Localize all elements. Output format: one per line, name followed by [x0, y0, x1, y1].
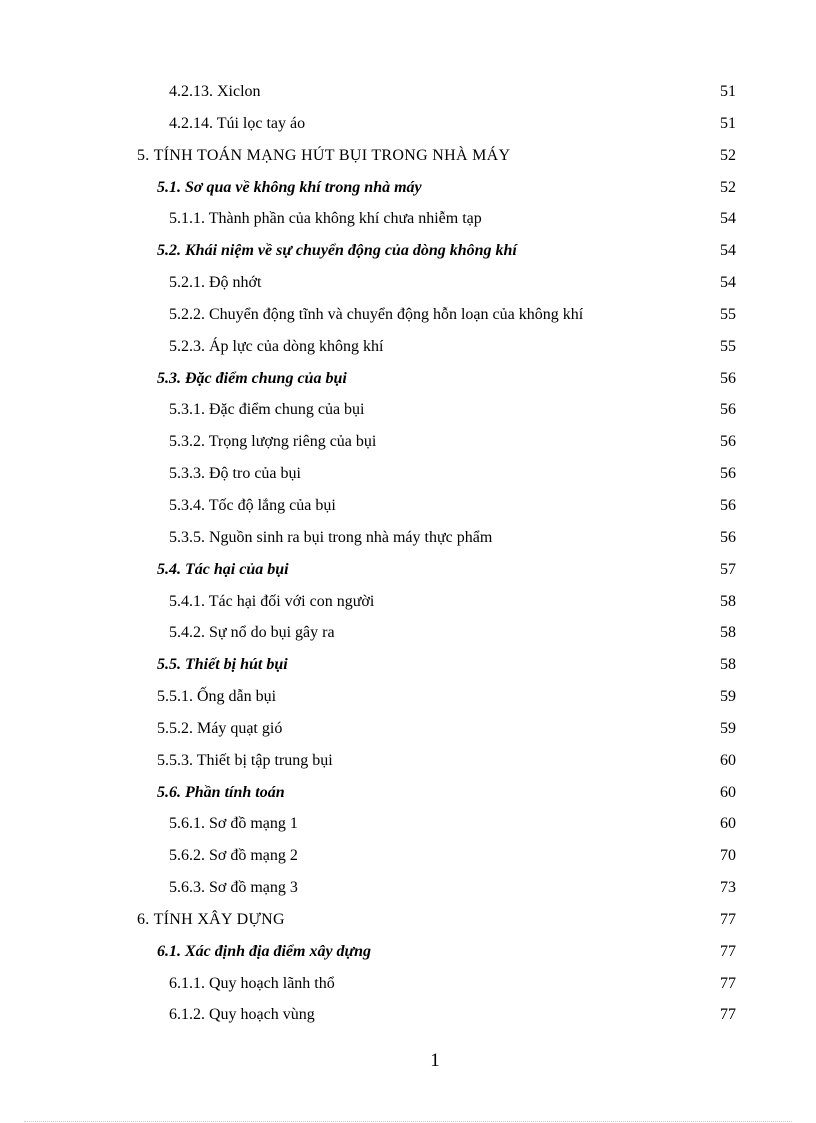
toc-entry — [0, 203, 816, 235]
toc-entry-title: 5.4.2. Sự nổ do bụi gây ra — [169, 624, 335, 642]
toc-entry-title: 5.2. Khái niệm về sự chuyển động của dòng không khí — [157, 242, 517, 260]
toc-entry-page: 58 — [720, 624, 736, 642]
toc-entry — [0, 426, 816, 458]
toc-entry — [0, 840, 816, 872]
toc-entry-page: 54 — [720, 242, 736, 260]
toc-entry-title: 6. TÍNH XÂY DỰNG — [137, 910, 285, 928]
toc-entry-page: 52 — [720, 146, 736, 164]
toc-entry-title: 5.6.1. Sơ đồ mạng 1 — [169, 815, 298, 833]
toc-entry-title: 5.4.1. Tác hại đối với con người — [169, 592, 375, 610]
page-number: 1 — [430, 1050, 440, 1071]
table-of-contents — [0, 76, 816, 1031]
toc-entry-page: 57 — [720, 560, 736, 578]
toc-entry — [0, 808, 816, 840]
toc-entry-page: 77 — [720, 910, 736, 928]
toc-entry-title: 5.3. Đặc điểm chung của bụi — [157, 369, 347, 387]
toc-entry-page: 56 — [720, 496, 736, 514]
toc-entry — [0, 363, 816, 395]
toc-entry-page: 56 — [720, 433, 736, 451]
toc-entry-page: 70 — [720, 847, 736, 865]
toc-entry-page: 60 — [720, 751, 736, 769]
toc-entry — [0, 267, 816, 299]
toc-entry-page: 60 — [720, 815, 736, 833]
toc-entry — [0, 108, 816, 140]
toc-entry-title: 5.1. Sơ qua về không khí trong nhà máy — [157, 178, 422, 196]
toc-entry — [0, 649, 816, 681]
toc-entry — [0, 490, 816, 522]
toc-entry — [0, 394, 816, 426]
toc-entry-title: 5.3.2. Trọng lượng riêng của bụi — [169, 433, 377, 451]
toc-entry-page: 59 — [720, 719, 736, 737]
toc-entry-page: 59 — [720, 688, 736, 706]
toc-entry-title: 6.1.2. Quy hoạch vùng — [169, 1006, 315, 1024]
toc-entry-page: 58 — [720, 592, 736, 610]
toc-entry-title: 5.5.2. Máy quạt gió — [157, 719, 283, 737]
toc-entry — [0, 999, 816, 1031]
toc-entry-page: 54 — [720, 274, 736, 292]
toc-entry-title: 5.6.2. Sơ đồ mạng 2 — [169, 847, 298, 865]
toc-entry-title: 5.4. Tác hại của bụi — [157, 560, 289, 578]
toc-entry-page: 55 — [720, 337, 736, 355]
toc-entry — [0, 235, 816, 267]
toc-entry-title: 5.5.3. Thiết bị tập trung bụi — [157, 751, 333, 769]
toc-entry-title: 4.2.13. Xiclon — [169, 83, 261, 100]
toc-entry-page: 55 — [720, 305, 736, 323]
toc-entry-page: 51 — [720, 114, 736, 132]
toc-entry-title: 6.1.1. Quy hoạch lãnh thổ — [169, 974, 335, 992]
toc-entry-page: 60 — [720, 783, 736, 801]
toc-entry — [0, 299, 816, 331]
toc-entry-title: 5. TÍNH TOÁN MẠNG HÚT BỤI TRONG NHÀ MÁY — [137, 146, 511, 164]
toc-entry — [0, 681, 816, 713]
toc-entry-page: 54 — [720, 210, 736, 228]
toc-entry-page: 56 — [720, 465, 736, 483]
toc-entry-title: 5.2.1. Độ nhớt — [169, 274, 262, 292]
toc-entry-title: 5.3.1. Đặc điểm chung của bụi — [169, 401, 365, 419]
toc-entry — [0, 522, 816, 554]
toc-entry — [0, 904, 816, 936]
toc-entry — [0, 586, 816, 618]
toc-entry-title: 4.2.14. Túi lọc tay áo — [169, 114, 306, 132]
toc-entry — [0, 968, 816, 1000]
toc-entry-title: 5.6. Phần tính toán — [157, 783, 285, 801]
toc-entry-title: 5.2.2. Chuyển động tĩnh và chuyển động hỗn loạn của không khí — [169, 305, 584, 323]
toc-entry — [0, 936, 816, 968]
toc-entry — [0, 745, 816, 777]
toc-entry — [0, 76, 816, 108]
toc-entry — [0, 331, 816, 363]
toc-entry-title: 5.1.1. Thành phần của không khí chưa nhiễm tạp — [169, 210, 482, 228]
toc-entry — [0, 554, 816, 586]
toc-entry-page: 56 — [720, 369, 736, 387]
toc-entry-page: 77 — [720, 974, 736, 992]
toc-entry — [0, 458, 816, 490]
toc-entry — [0, 617, 816, 649]
toc-entry-page: 52 — [720, 178, 736, 196]
toc-entry-title: 5.5. Thiết bị hút bụi — [157, 656, 288, 674]
toc-entry-page: 77 — [720, 1006, 736, 1024]
page-bottom-divider — [24, 1121, 792, 1122]
toc-entry — [0, 140, 816, 172]
toc-entry-page: 56 — [720, 528, 736, 546]
toc-entry-title: 5.3.3. Độ tro của bụi — [169, 465, 301, 483]
toc-entry — [0, 172, 816, 204]
toc-entry-page: 51 — [720, 83, 736, 100]
toc-entry — [0, 872, 816, 904]
toc-entry-page: 73 — [720, 879, 736, 897]
toc-entry-page: 58 — [720, 656, 736, 674]
toc-entry-title: 5.3.5. Nguồn sinh ra bụi trong nhà máy thực phẩm — [169, 528, 493, 546]
toc-entry-page: 77 — [720, 942, 736, 960]
toc-entry — [0, 777, 816, 809]
toc-entry-page: 56 — [720, 401, 736, 419]
toc-entry-title: 6.1. Xác định địa điểm xây dựng — [157, 942, 372, 960]
toc-entry-title: 5.5.1. Ống dẫn bụi — [157, 688, 277, 706]
toc-entry-title: 5.2.3. Áp lực của dòng không khí — [169, 337, 384, 355]
toc-entry-title: 5.3.4. Tốc độ lắng của bụi — [169, 496, 336, 514]
toc-entry-title: 5.6.3. Sơ đồ mạng 3 — [169, 879, 298, 897]
toc-entry — [0, 713, 816, 745]
